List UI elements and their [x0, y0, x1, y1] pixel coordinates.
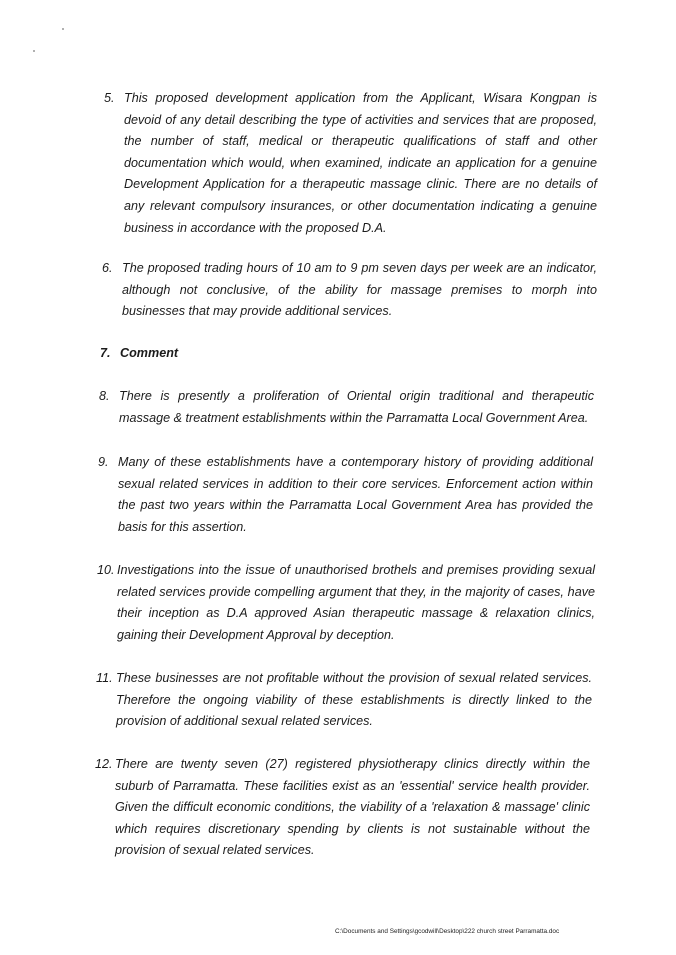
text-line: The proposed trading hours of 10 am to 9 pm seven days per week are an indicator, — [122, 261, 597, 275]
footer-file-path: C:\Documents and Settings\gcodwill\Desktop\222 church street Parramatta.doc — [335, 928, 560, 935]
text-line: devoid of any detail describing the type of activities and services that are proposed, — [124, 112, 597, 127]
text-line: which requires discretionary spending by clients is not sustainable without the — [115, 821, 590, 836]
paragraph-text — [119, 386, 594, 429]
paragraph-10 — [97, 560, 595, 648]
text-line: Development Application for a therapeutic massage clinic. There are no details of — [124, 177, 597, 192]
paragraph-11 — [96, 668, 592, 734]
text-line: gaining their Development Approval by deception. — [117, 627, 395, 642]
paragraph-text — [115, 754, 590, 862]
text-line: the number of staff, medical or therapeutic qualifications of staff and other — [124, 134, 597, 149]
text-line: basis for this assertion. — [118, 519, 247, 534]
paragraph-8 — [99, 386, 594, 430]
paragraph-text — [122, 258, 597, 323]
text-line: Investigations into the issue of unauthorised brothels and premises providing sexual — [117, 563, 595, 577]
paragraph-text — [116, 668, 592, 733]
paragraph-number: 12. — [95, 757, 113, 771]
text-line: There are twenty seven (27) registered physiotherapy clinics directly within the — [115, 757, 590, 771]
paragraph-number: 8. — [99, 389, 110, 403]
scan-speck — [33, 50, 35, 52]
paragraph-number: 11. — [96, 671, 113, 685]
paragraph-number: 6. — [102, 261, 113, 275]
paragraph-number: 5. — [104, 91, 115, 105]
paragraph-6 — [102, 258, 597, 324]
heading-label: Comment — [120, 346, 179, 360]
paragraph-number: 9. — [98, 455, 109, 469]
text-line: documentation which would, when examined, indicate an application for a genuine — [124, 155, 597, 170]
paragraph-text — [118, 452, 593, 538]
section-heading — [100, 346, 178, 360]
text-line: although not conclusive, of the ability for massage premises to morph into — [122, 282, 597, 297]
paragraph-text — [117, 560, 595, 646]
text-line: suburb of Parramatta. These facilities exist as an 'essential' service health provider. — [115, 778, 590, 793]
paragraph-12 — [95, 754, 590, 864]
text-line: provision of sexual related services. — [115, 843, 315, 858]
text-line: the past two years within the Parramatta Local Government Area has provided the — [118, 498, 593, 513]
text-line: Therefore the ongoing viability of these establishments is directly linked to the — [116, 692, 592, 707]
text-line: sexual related services in addition to their core services. Enforcement action within — [118, 476, 593, 491]
text-line: their inception as D.A approved Asian therapeutic massage & relaxation clinics, — [117, 606, 595, 621]
text-line: business in accordance with the proposed D.A. — [124, 220, 387, 235]
text-line: This proposed development application from the Applicant, Wisara Kongpan is — [124, 91, 597, 105]
paragraph-number: 10. — [97, 563, 115, 577]
scan-speck — [62, 28, 64, 30]
paragraph-text — [124, 88, 597, 239]
text-line: related services provide compelling argument that they, in the majority of cases, have — [117, 584, 595, 599]
heading-number: 7. — [100, 346, 111, 360]
text-line: businesses that may provide additional services. — [122, 304, 393, 319]
text-line: massage & treatment establishments within the Parramatta Local Government Area. — [119, 410, 589, 425]
paragraph-5 — [104, 88, 597, 240]
text-line: Given the difficult economic conditions, the viability of a 'relaxation & massage' clinic — [115, 800, 590, 815]
text-line: any relevant compulsory insurances, or other documentation indicating a genuine — [124, 198, 597, 213]
text-line: provision of additional sexual related services. — [116, 714, 373, 729]
text-line: There is presently a proliferation of Oriental origin traditional and therapeutic — [119, 389, 594, 403]
paragraph-9 — [98, 452, 593, 540]
text-line: Many of these establishments have a contemporary history of providing additional — [118, 455, 593, 469]
text-line: These businesses are not profitable without the provision of sexual related services. — [116, 671, 592, 685]
